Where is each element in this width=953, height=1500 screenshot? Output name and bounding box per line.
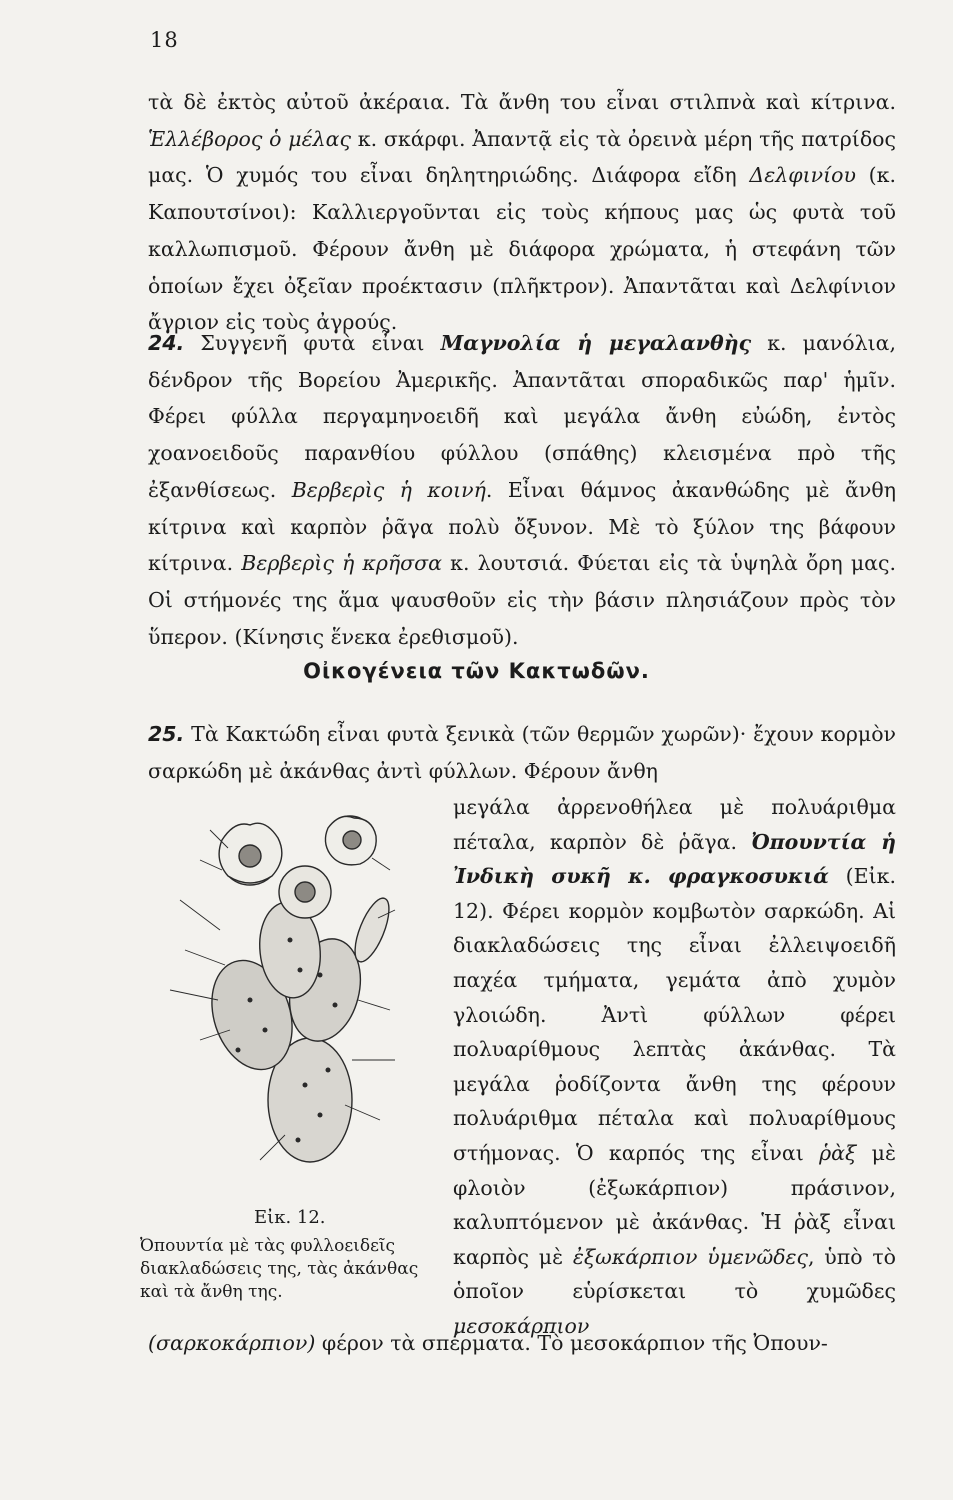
para2-scientific-name-1: Βερβερὶς ἡ κοινή: [291, 477, 486, 502]
section-heading-cactaceae: Οἰκογένεια τῶν Κακτωδῶν.: [303, 659, 650, 683]
para2-text-4: κ. λουτσιά. Φύεται εἰς τὰ ὑψηλὰ ὄρη μας. Οἱ στήμονές της ἅμα ψαυσθοῦν εἰς τὴν βάσιν πλησιάζουν πρὸς τὸν ὕπερον. (Κίνησις ἕνεκα ἐρεθισμοῦ).: [148, 551, 896, 649]
paragraph-25-tail: [148, 1326, 896, 1360]
cactus-illustration: [140, 800, 440, 1200]
para3-col-text-4: , ὑπὸ τὸ ὁποῖον εὑρίσκεται τὸ χυμῶδες: [453, 1244, 896, 1304]
para3-term-sarcocarp: (σαρκοκάρπιον): [148, 1331, 316, 1355]
para3-term-exocarp: ἐξωκάρπιον ὑμενῶδες: [572, 1244, 809, 1269]
paragraph-hellebore-delphinium: [148, 84, 896, 341]
para2-bold-name: Μαγνολία ἡ μεγαλανθὴς: [440, 331, 752, 355]
para3-col-text-1: μεγάλα ἀρρενοθήλεα μὲ πολυάριθμα πέταλα, καρπὸν δὲ ῥᾶγα.: [453, 795, 896, 854]
para3-col-text-3: μὲ φλοιὸν (ἐξωκάρπιον) πράσινον, καλυπτόμενον μὲ ἀκάνθας. Ἡ ῥὰξ εἶναι καρπὸς μὲ: [453, 1140, 896, 1269]
para2-text-2: κ. μανόλια, δένδρον τῆς Βορείου Ἀμερικῆς. Ἀπαντᾶται σποραδικῶς παρ' ἡμῖν. Φέρει φύλλα περγαμηνοειδῆ καὶ μεγάλα ἄνθη εὐώδη, ἐντὸς χοανοειδοῦς παρανθίου φύλλου (σπάθης) κλεισμένα πρὸ τῆς ἐξανθίσεως.: [148, 331, 896, 502]
cactus-flower-right: [325, 816, 376, 865]
para3-lead-text: Τὰ Κακτώδη εἶναι φυτὰ ξενικὰ (τῶν θερμῶν χωρῶν)· ἔχουν κορμὸν σαρκώδη μὲ ἀκάνθας ἀντὶ φύλλων. Φέρουν ἄνθη: [148, 722, 896, 784]
figure-caption: Ὀπουντία μὲ τὰς φυλλοειδεῖς διακλαδώσεις της, τὰς ἀκάνθας καὶ τὰ ἄνθη της.: [140, 1236, 419, 1302]
figure-label: Εἰκ. 12.: [254, 1207, 326, 1228]
paragraph-number-24: 24.: [148, 331, 185, 355]
para1-text-1: τὰ δὲ ἐκτὸς αὐτοῦ ἀκέραια. Τὰ ἄνθη του εἶναι στιλπνὰ καὶ κίτρινα.: [148, 90, 896, 114]
paragraph-25-column: [453, 790, 896, 1344]
para1-scientific-name-1: Ἑλλέβορος ὁ μέλας: [148, 126, 351, 151]
para1-text-2: κ. σκάρφι. Ἀπαντᾷ εἰς τὰ ὀρεινὰ μέρη τῆς πατρίδος μας. Ὁ χυμός του εἶναι δηλητηριώδης. Διάφορα εἴδη: [148, 126, 896, 188]
para3-term-mesocarp: μεσοκάρπιον: [453, 1313, 590, 1338]
para1-text-3: (κ. Καπουτσίνοι): Καλλιεργοῦνται εἰς τοὺς κήπους μας ὡς φυτὰ τοῦ καλλωπισμοῦ. Φέρουν ἄνθη μὲ διάφορα χρώματα, ἡ στεφάνη τῶν ὁποίων ἔχει ὀξεῖαν προέκτασιν (πλῆκτρον). Ἀπαντᾶται καὶ Δελφίνιον ἄγριον εἰς τοὺς ἀγρούς.: [148, 163, 896, 335]
paragraph-24-magnolia-berberis: [148, 325, 896, 655]
para2-text-3: . Εἶναι θάμνος ἀκανθώδης μὲ ἄνθη κίτρινα καὶ καρπὸν ῥᾶγα πολὺ ὄξυνον. Μὲ τὸ ξύλον της βάφουν κίτρινα.: [148, 477, 896, 576]
para2-scientific-name-2: Βερβερὶς ἡ κρῆσσα: [241, 551, 442, 576]
para3-tail-text: φέρον τὰ σπέρματα. Τὸ μεσοκάρπιον τῆς Ὀπουν-: [315, 1331, 828, 1355]
cactus-flower-left: [219, 823, 282, 885]
paragraph-number-25: 25.: [148, 722, 185, 746]
cactus-flower-middle: [279, 866, 331, 918]
para3-term-rax: ῥὰξ: [819, 1140, 857, 1165]
page-number: 18: [150, 28, 179, 52]
paragraph-25-lead: [148, 716, 896, 790]
para3-col-text-2: (Εἰκ. 12). Φέρει κορμὸν κομβωτὸν σαρκώδη. Αἱ διακλαδώσεις της εἶναι ἐλλειψοειδῆ παχέα τμήματα, γεμάτα ἀπὸ χυμὸν γλοιώδη. Ἀντὶ φύλλων φέρει πολυαρίθμους λεπτὰς ἀκάνθας. Τὰ μεγάλα ῥοδίζοντα ἄνθη της φέρουν πολυάριθμα πέταλα καὶ πολυαρίθμους στήμονας. Ὁ καρπός της εἶναι: [453, 864, 896, 1165]
opuntia-drawing: [140, 800, 440, 1200]
para2-text-1: Συγγενῆ φυτὰ εἶναι: [184, 331, 441, 355]
para1-scientific-name-2: Δελφινίου: [749, 163, 856, 188]
para3-bold-name: Ὀπουντία ἡ Ἰνδικὴ συκῆ κ. φραγκοσυκιά: [453, 829, 897, 889]
cactus-bud-pad: [348, 894, 396, 966]
